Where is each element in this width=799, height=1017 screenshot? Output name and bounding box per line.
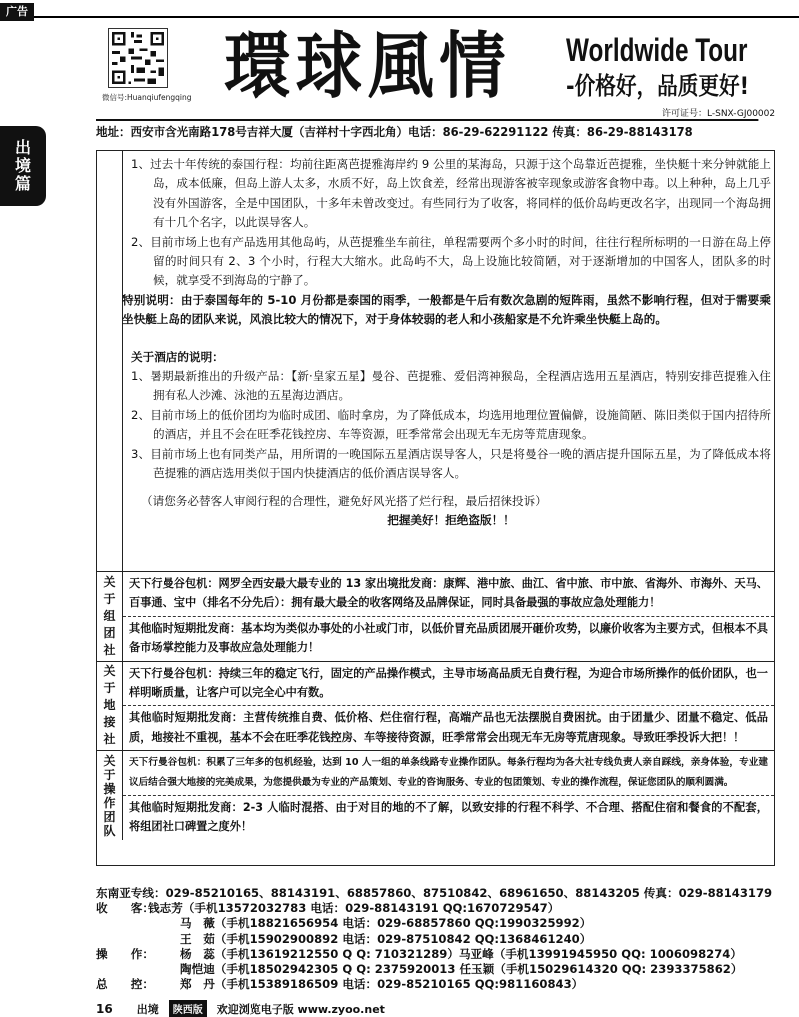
motto: 把握美好！拒绝盗版！！	[387, 512, 515, 527]
column-divider	[122, 151, 123, 571]
reminder-note: （请您务必替客人审阅行程的合理性，避免好风光搭了烂行程，最后招徕投诉）	[141, 493, 547, 508]
hotline: 东南亚专线：029-85210165、88143191、68857860、87510842、68961650、88143205 传真：029-88143179	[96, 886, 773, 900]
agency-header	[96, 22, 786, 120]
chief-label: 总 控：	[96, 977, 154, 992]
wechat-id: 微信号:Huanqiufengqing	[102, 93, 192, 102]
group-label: 关 于 操 作 团 队	[97, 751, 123, 840]
comparison-frame	[96, 150, 775, 866]
side-tab-char: 境	[14, 156, 31, 175]
hotel-paragraph-3: 3、目前市场上也有同类产品，用所谓的一晚国际五星酒店误导客人，只是将曼谷一晚的酒店提升国际五星，为了降低成本将芭提雅的酒店选用类似于国内快捷酒店的低价酒店误导客人。	[131, 446, 771, 481]
ops-label: 操 作：	[96, 946, 154, 961]
island-paragraph-1: 1、过去十年传统的泰国行程：均前往距离芭提雅海岸约 9 公里的某海岛，只源于这个岛靠近芭提雅，坐快艇十来分钟就能上岛，成本低廉，但岛上游人太多，水质不好，岛上饮食差，经常出现游客被宰现象或游客食物中毒。以上种种，岛上几乎没有外国游客，全是中国团队，十多年未曾改变过。有些同行为了收客，将同样的低价岛屿更改名字，出现同一个海岛拥有十几个名字，以此误导客人。	[131, 157, 771, 230]
group-operations-team	[97, 750, 774, 840]
hotel-section-title: 关于酒店的说明：	[131, 349, 224, 364]
footer-tagline: 欢迎浏览电子版 www.zyoo.net	[216, 1002, 385, 1016]
special-note: 特别说明：由于泰国每年的 5-10 月份都是泰国的雨季，一般都是午后有数次急剧的短阵雨，虽然不影响行程，但对于需要乘坐快艇上岛的团队来说，风浪比较大的情况下，对于身体较弱的老人和小孩船家是不允许乘坐快艇上岛的。	[122, 292, 771, 327]
page-number: 16	[96, 1001, 113, 1016]
sales-label: 收 客：	[96, 901, 154, 916]
ops-contact: 陶恺迪（手机18502942305 Q Q: 2375920013 任玉颖（手机15029614320 QQ: 2393375862）	[180, 961, 743, 976]
group-ground-agent	[97, 661, 774, 751]
license-number: 许可证号：L-SNX-GJ00002	[662, 109, 776, 119]
comparison-rows	[97, 571, 774, 840]
chief-contact: 郑 丹（手机15389186509 电话：029-85210165 QQ:981160843）	[180, 977, 584, 992]
group-label: 关 于 地 接 社	[97, 662, 123, 751]
intro-section	[97, 151, 774, 571]
comparison-cell: 天下行曼谷包机：持续三年的稳定飞行，固定的产品操作模式，主导市场高品质无自费行程，为迎合市场所操作的低价团队，也一样明晰质量，让客户可以完全心中有数。	[129, 666, 768, 700]
comparison-cell: 天下行曼谷包机：网罗全西安最大最专业的 13 家出境批发商：康辉、港中旅、曲江、省中旅、市中旅、省海外、市海外、天马、百事通、宝中（排名不分先后）：拥有最大最全的收客网络及品牌保证，同时具备最强的事故应急处理能力！	[129, 577, 768, 610]
intro-text	[122, 155, 771, 530]
comparison-cell: 其他临时短期批发商：主营传统推自费、低价格、烂住宿行程，高端产品也无法摆脱自费困扰。由于团量少、团量不稳定、低品质，地接社不重视，基本不会在旺季花钱控房、车等接待资源，旺季常常会出现无车无房等荒唐现象。导致旺季投诉大把！！	[123, 705, 774, 750]
comparison-cell: 天下行曼谷包机：积累了三年多的包机经验，达到 10 人一组的单条线路专业操作团队。每条行程均为各大社专线负责人亲自踩线，亲身体验，专业建议后结合强大地接的完美成果，为您提供最为专业的产品策划、专业的咨询服务、专业的包团策划、专业的操作流程，保证您团队的顺利圆满。	[129, 757, 768, 788]
comparison-cell: 其他临时短期批发商：基本均为类似办事处的小社或门市，以低价冒充品质团展开砸价攻势，以廉价收客为主要方式，但根本不具备市场掌控能力及事故应急处理能力！	[123, 616, 774, 661]
island-paragraph-2: 2、目前市场上也有产品选用其他岛屿，从芭提雅坐车前往，单程需要两个多小时的时间，往往行程所标明的一日游在岛上停留的时间只有 2、3 个小时，行程大大缩水。此岛屿不大，岛上设施比较简陋，对于逐渐增加的中国客人，团队多的时候，就享受不到海岛的宁静了。	[131, 234, 771, 288]
sales-contact: 王 茹（手机15902900892 电话：029-87510842 QQ:1368461240）	[180, 931, 592, 946]
group-label: 关 于 组 团 社	[97, 572, 123, 661]
side-tab-char: 篇	[14, 174, 31, 193]
brand-english: Worldwide Tour	[566, 32, 748, 68]
edition-badge: 陕西版	[169, 1000, 207, 1017]
section-side-tab	[0, 126, 46, 206]
brand-name: 環球風情	[224, 23, 512, 108]
hotel-paragraph-2: 2、目前市场上的低价团均为临时成团、临时拿房，为了降低成本，均选用地理位置偏僻，设施简陋、陈旧类似于国内招待所的酒店，并且不会在旺季花钱控房、车等资源，旺季常常会出现无车无房等荒唐现象。	[131, 407, 771, 442]
sales-contact: 钱志芳（手机13572032783 电话：029-88143191 QQ:1670729547）	[148, 901, 560, 916]
page-footer	[96, 1000, 385, 1017]
brand-slogan: -价格好，品质更好!	[566, 72, 750, 100]
ops-contact: 杨 蕊（手机13619212550 Q Q: 710321289）马亚峰（手机13991945950 QQ: 1006098274）	[180, 946, 742, 961]
qr-code-icon	[108, 28, 168, 88]
ad-tag-label: 广告	[0, 3, 34, 21]
sales-contact: 马 薇（手机18821656954 电话：029-68857860 QQ:1990325992）	[180, 916, 592, 931]
hotel-paragraph-1: 1、暑期最新推出的升级产品：【新·皇家五星】曼谷、芭提雅、爱侣湾神猴岛，全程酒店选用五星酒店，特别安排芭提雅入住拥有私人沙滩、泳池的五星海边酒店。	[131, 369, 771, 403]
footer-section: 出境	[136, 1002, 159, 1016]
side-tab-char: 出	[14, 138, 31, 157]
agency-address: 地址：西安市含光南路178号吉祥大厦（吉祥村十字西北角）电话：86-29-62291122 传真：86-29-88143178	[96, 119, 758, 140]
ad-tag	[0, 0, 799, 18]
comparison-cell: 其他临时短期批发商：2-3 人临时混搭、由于对目的地的不了解，以致安排的行程不科学、不合理、搭配住宿和餐食的不配套，将组团社口碑置之度外！	[123, 795, 774, 840]
group-organizer	[97, 571, 774, 661]
contact-block	[96, 886, 786, 992]
